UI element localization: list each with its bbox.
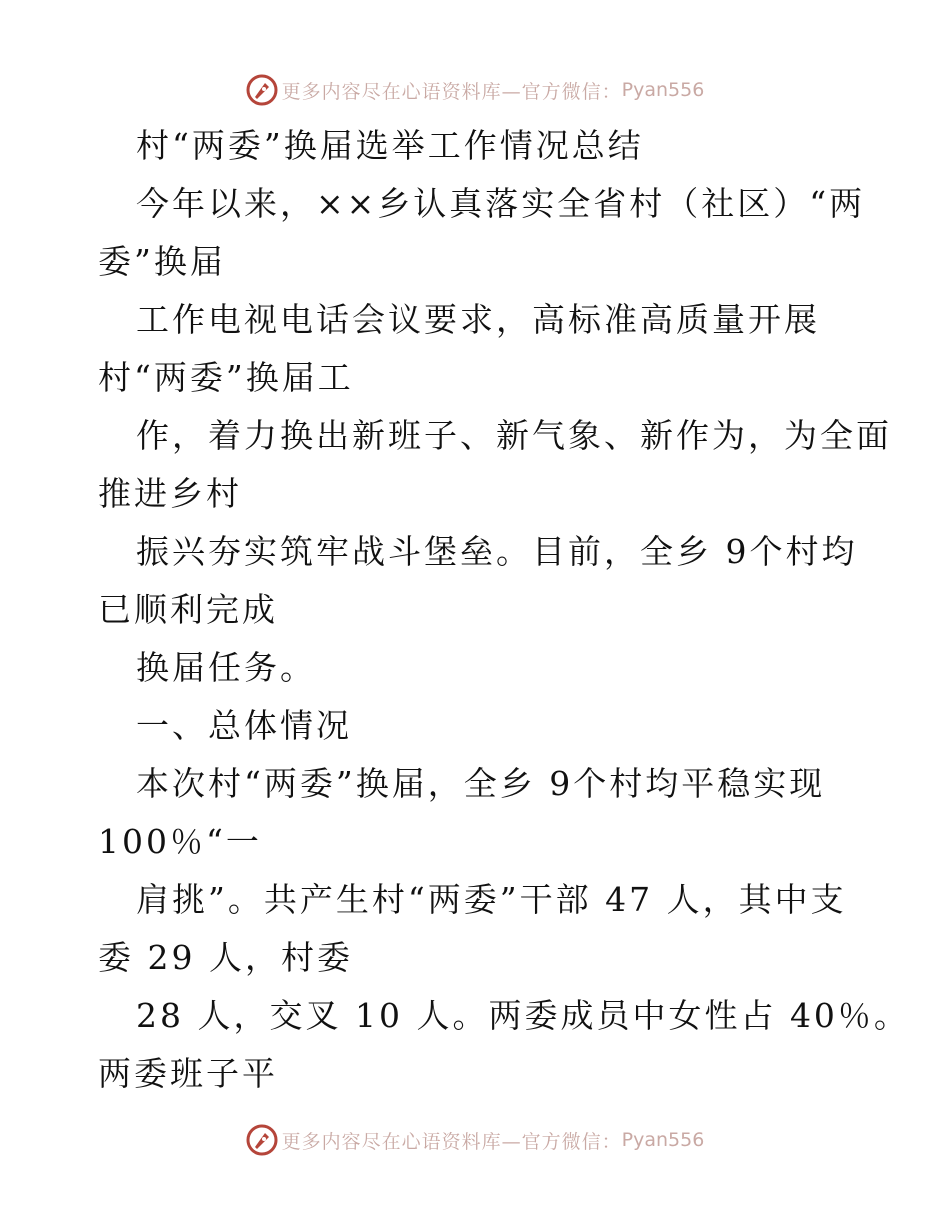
text-line: 推进乡村	[98, 474, 242, 513]
watermark-wechat-id: Pyan556	[621, 1129, 705, 1151]
text-line: 换届任务。	[136, 648, 316, 687]
text-line: 工作电视电话会议要求，高标准高质量开展	[136, 300, 820, 339]
pen-nib-logo-icon	[246, 74, 278, 106]
text-line: 一、总体情况	[136, 706, 352, 745]
text-line: 作，着力换出新班子、新气象、新作为，为全面	[136, 416, 892, 455]
text-line: 肩挑”。共产生村“两委”干部 47 人，其中支	[136, 880, 847, 919]
text-line: 本次村“两委”换届，全乡 9个村均平稳实现	[136, 764, 826, 803]
text-line: 村“两委”换届工	[98, 358, 354, 397]
text-line: 委”换届	[98, 242, 226, 281]
pen-nib-logo-icon	[246, 1124, 278, 1156]
watermark-wechat-id: Pyan556	[621, 79, 705, 101]
text-line: 已顺利完成	[98, 590, 278, 629]
footer-watermark	[0, 1120, 950, 1160]
header-watermark	[0, 70, 950, 110]
text-line: 今年以来，××乡认真落实全省村（社区）“两	[136, 184, 866, 223]
text-line: 委 29 人，村委	[98, 938, 353, 977]
text-line: 28 人，交叉 10 人。两委成员中女性占 40％。	[136, 996, 910, 1035]
text-line: 振兴夯实筑牢战斗堡垒。目前，全乡 9个村均	[136, 532, 858, 571]
watermark-text: 更多内容尽在心语资料库—官方微信：	[281, 1130, 622, 1153]
document-body	[98, 117, 910, 1103]
watermark-text: 更多内容尽在心语资料库—官方微信：	[281, 80, 622, 103]
text-line: 村“两委”换届选举工作情况总结	[136, 126, 644, 165]
text-line: 两委班子平	[98, 1054, 278, 1093]
text-line: 100％“一	[98, 822, 262, 861]
